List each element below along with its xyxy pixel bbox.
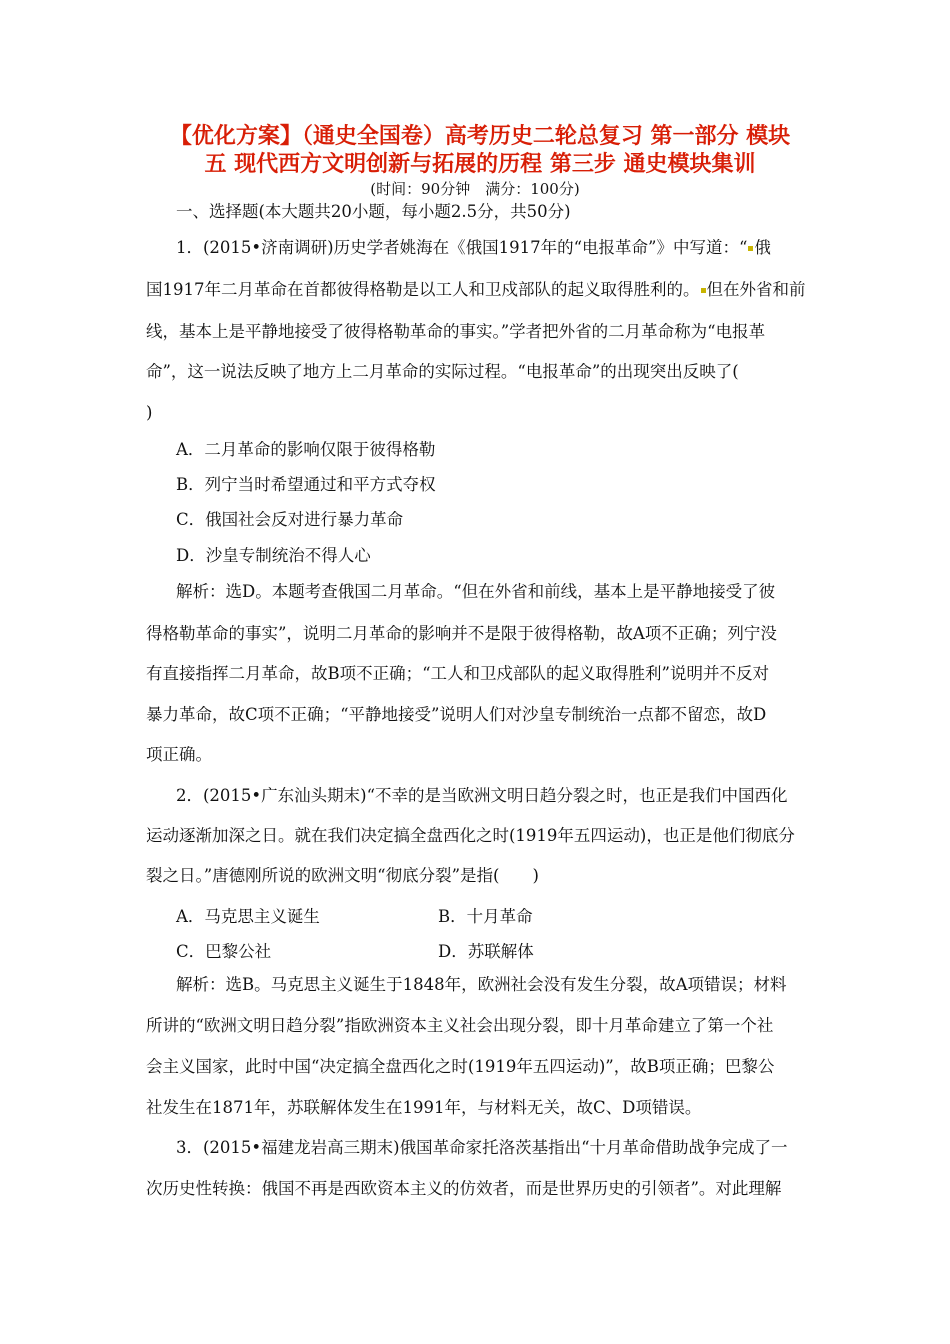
q1-analysis-line: 解析：选D。本题考查俄国二月革命。“但在外省和前线，基本上是平静地接受了彼 — [176, 582, 776, 601]
q2-option-a: A．马克思主义诞生 — [176, 907, 320, 926]
q3-line: 3．(2015•福建龙岩高三期末)俄国革命家托洛茨基指出“十月革命借助战争完成了一 — [176, 1138, 788, 1157]
mark-icon — [701, 288, 706, 293]
q1-line2: 国1917年二月革命在首都彼得格勒是以工人和卫戍部队的起义取得胜利的。 但在外省和前 — [146, 280, 806, 299]
mark-icon — [748, 246, 753, 251]
q2-option-b: B．十月革命 — [438, 907, 533, 926]
q1-option-a: A．二月革命的影响仅限于彼得格勒 — [176, 440, 436, 459]
exam-meta: (时间：90分钟 满分：100分) — [370, 180, 580, 198]
q2-analysis-line: 社发生在1871年，苏联解体发生在1991年，与材料无关，故C、D项错误。 — [146, 1098, 702, 1117]
q1-line3: 线，基本上是平静地接受了彼得格勒革命的事实。”学者把外省的二月革命称为“电报革 — [146, 322, 766, 341]
doc-title-line1: 【优化方案】（通史全国卷）高考历史二轮总复习 第一部分 模块 — [169, 124, 791, 149]
q2-line: 裂之日。”唐德刚所说的欧洲文明“彻底分裂”是指( ) — [146, 866, 539, 885]
q2-option-d: D．苏联解体 — [438, 942, 534, 961]
q1-analysis-line: 项正确。 — [146, 745, 212, 764]
q1-line1: 1．(2015•济南调研)历史学者姚海在《俄国1917年的“电报革命”》中写道：“ 俄 — [176, 238, 771, 257]
q1-option-b: B．列宁当时希望通过和平方式夺权 — [176, 475, 436, 494]
q2-option-c: C．巴黎公社 — [176, 942, 272, 961]
q1-option-d: D．沙皇专制统治不得人心 — [176, 546, 371, 565]
q1-analysis-line: 暴力革命，故C项不正确；“平静地接受”说明人们对沙皇专制统治一点都不留恋，故D — [146, 705, 767, 724]
q1-line4: 命”，这一说法反映了地方上二月革命的实际过程。“电报革命”的出现突出反映了( — [146, 362, 739, 381]
q2-analysis-line: 会主义国家，此时中国“决定搞全盘西化之时(1919年五四运动)”，故B项正确；巴黎公 — [146, 1057, 775, 1076]
q1-line5: ) — [146, 403, 153, 422]
q3-line: 次历史性转换：俄国不再是西欧资本主义的仿效者，而是世界历史的引领者”。对此理解 — [146, 1179, 782, 1198]
doc-title-line2: 五 现代西方文明创新与拓展的历程 第三步 通史模块集训 — [204, 152, 756, 177]
q2-line: 运动逐渐加深之日。就在我们决定搞全盘西化之时(1919年五四运动)，也正是他们彻底分 — [146, 826, 795, 845]
section-heading: 一、选择题(本大题共20小题，每小题2.5分，共50分) — [176, 202, 571, 221]
q2-analysis-line: 解析：选B。马克思主义诞生于1848年，欧洲社会没有发生分裂，故A项错误；材料 — [176, 975, 787, 994]
q1-analysis-line: 得格勒革命的事实”，说明二月革命的影响并不是限于彼得格勒，故A项不正确；列宁没 — [146, 624, 777, 643]
q2-line: 2．(2015•广东汕头期末)“不幸的是当欧洲文明日趋分裂之时，也正是我们中国西化 — [176, 786, 788, 805]
q2-analysis-line: 所讲的“欧洲文明日趋分裂”指欧洲资本主义社会出现分裂，即十月革命建立了第一个社 — [146, 1016, 774, 1035]
q1-option-c: C．俄国社会反对进行暴力革命 — [176, 510, 404, 529]
q1-analysis-line: 有直接指挥二月革命，故B项不正确；“工人和卫戍部队的起义取得胜利”说明并不反对 — [146, 664, 769, 683]
